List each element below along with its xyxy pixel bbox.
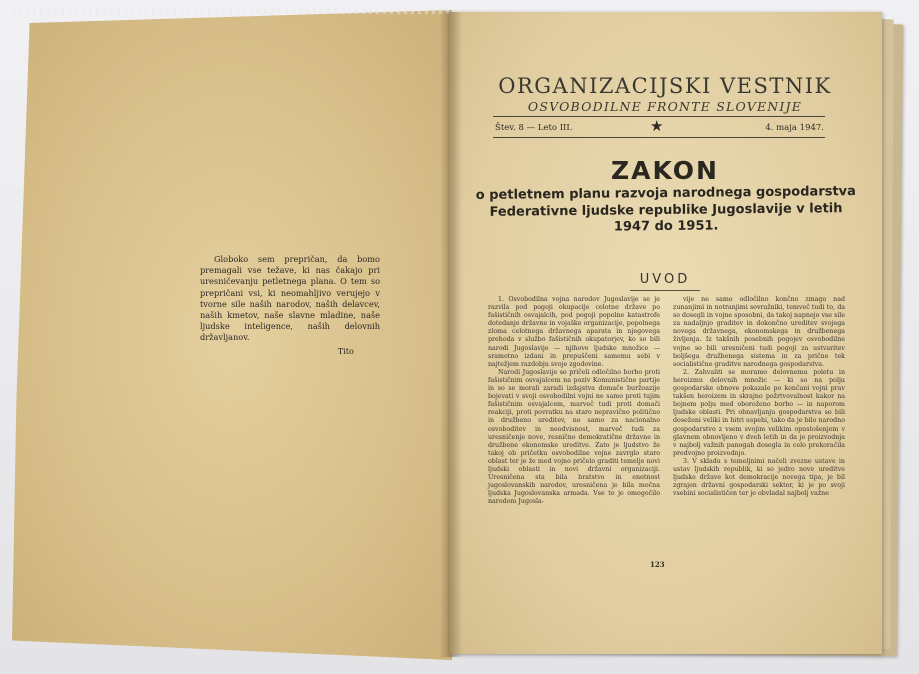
book-spine-shadow	[440, 12, 462, 657]
issue-number: Štev. 8 — Leto III.	[495, 123, 573, 133]
issue-date: 4. maja 1947.	[765, 123, 824, 133]
section-heading: UVOD	[639, 272, 691, 287]
paragraph: Narodi Jugoslavije so pričeli odločilno borbo proti fašističnim osvajalcem na poziv Komunistične partije in so se morali zaradi izdajstva domače buržoazije bojevati v svoji osvobodilni vojni ne samo proti tujim fašističnim osvajalcem, marveč tudi proti domači reakciji, proti povratku na staro nepravično politično in družbeno ureditev, ne samo za nacionalno osvoboditev in neodvisnost, marveč tudi za uresničenje nove, resnično demokratične državne in družbene ekonomske ureditve. Zato je ljudstvo že takoj ob pričetku osvobodilne vojne zavrglo staro oblast ter je že med vojno pričelo graditi temelje novi ljudski oblasti in novi državni organizaciji. Uresničena sta bila bratstvo in enotnost jugoslovanskih narodov, uresničena je bila močna ljudska Jugoslovanska armada. Vse to je omogočilo narodom Jugosla-	[488, 368, 660, 506]
paragraph: 1. Osvobodilna vojna narodov Jugoslavije se je razvila pod pogoji okupacije celotne države po fašističnih osvajalcih, pod pogoji popolne katastrofe dotedanje državne in vojaške organizacije, popolnega zloma celotnega državnega aparata in njegovega prehoda v službo fašističnih okupatorjev, ko so bili narodi Jugoslavije — njihove ljudske množice — sramotno izdani in prepuščeni samemu sebi v najtežjem razdobju svoje zgodovine.	[488, 296, 660, 368]
quote-signature: Tito	[337, 345, 354, 356]
left-page-torn-edge	[12, 8, 452, 14]
quote-text: Globoko sem prepričan, da bomo premagali vse težave, ki nas čakajo pri uresničevanju petletnega plana. O tem so prepričani vsi, ki neomahljivo verujejo v tvorne sile naših narodov, naših delavcev, naših kmetov, naše slavne mladine, naše ljudske inteligence, naših delovnih državljanov.	[200, 254, 380, 343]
law-subtitle: o petletnem planu razvoja narodnega gospodarstva Federativne ljudske republike Jugoslavije v letih 1947 do 1951.	[475, 184, 856, 235]
paragraph: 2. Zahvaliti se moramo delovnemu poletu in heroizmu delovnih množic — ki so na polju gospodarske obnove pokazale po končani vojni prav takšen heroizem in skrajno požrtvovalnost kakor na bojnem polju med oboroženo borbo — in naporom ljudske oblasti. Pri obnavljanju gospodarstva so bili doseženi veliki in hitri uspehi, tako da je bilo narodno gospodarstvo z vsem svojim velikim opustošenjem v glavnem obnovljeno v dveh letih in da je proizvodnja v najbolj važnih panogah dosegla in celo prekoračila predvojno proizvodnjo.	[673, 368, 845, 457]
masthead-title: ORGANIZACIJSKI VESTNIK	[498, 74, 832, 98]
section-heading-underline	[630, 290, 700, 291]
text-column-right	[673, 296, 845, 498]
star-icon: ★	[650, 117, 664, 135]
masthead-rule-bottom	[493, 137, 825, 138]
text-column-left	[488, 296, 660, 506]
masthead-subtitle: OSVOBODILNE FRONTE SLOVENIJE	[527, 99, 803, 114]
page-number: 123	[650, 560, 665, 569]
paragraph: vije ne samo odločilno končno zmago nad zunanjimi in notranjimi sovražniki, temveč tudi to, da so dosegli in vojne sposobni, da takoj napnejo vse sile za nadaljnjo graditev in dokončno ureditev svojega novega državnega, ekonomskega in družbenega življenja. Iz takšnih posebnih pogojev osvobodilne vojne so bili uresničeni tudi pogoji za ustvaritev boljšega družbenega sistema in za prične tek socialistične graditve narodnega gospodarstva.	[673, 296, 845, 368]
tito-quote	[200, 254, 380, 357]
paragraph: 3. V skladu s temeljnimi načeli zvezne ustave in ustav ljudskih republik, ki so jedro nove ureditve ljudske države kot demokracije novega tipa, je bil zgrajen državni gospodarski sektor, ki je po svoji vsebini socialističen ter je obvladal najbolj važne	[673, 457, 845, 498]
law-title: ZAKON	[611, 156, 719, 185]
